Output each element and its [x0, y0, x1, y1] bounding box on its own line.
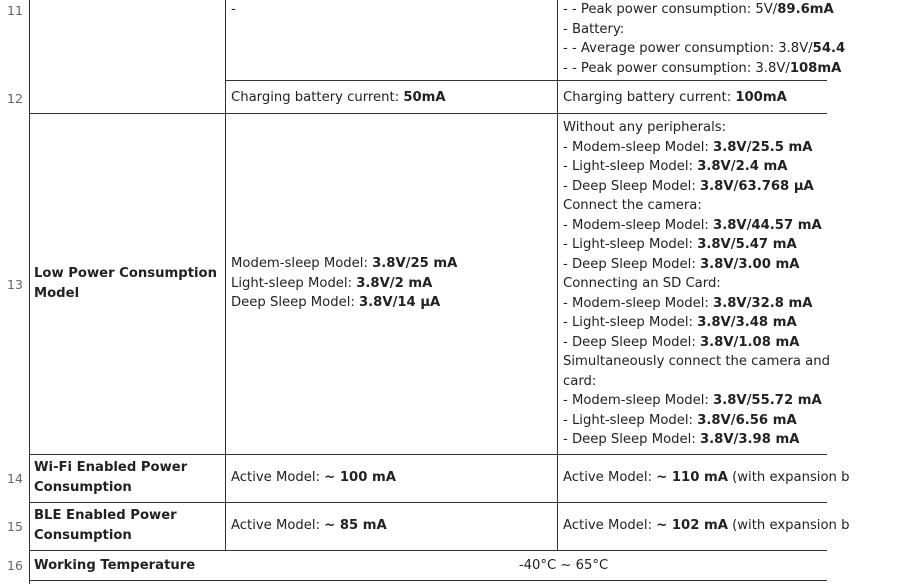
- cell-line: Light-sleep Model: 3.8V/2 mA: [231, 275, 433, 291]
- row-number: 15: [7, 519, 23, 534]
- row-divider: [29, 580, 827, 581]
- cell-line: - Battery:: [563, 21, 625, 37]
- row-label-wifi: Wi-Fi Enabled Power Consumption: [34, 460, 188, 495]
- cell-line: - - Average power consumption: 3.8V/54.4: [563, 41, 846, 56]
- row-divider: [29, 550, 827, 551]
- row-number: 14: [7, 471, 23, 486]
- cell-row13-col-a: [231, 254, 457, 313]
- cell-line: Connect the camera:: [563, 198, 702, 213]
- cell-line: - Light-sleep Model: 3.8V/6.56 mA: [563, 412, 797, 428]
- cell-row15-col-b: Active Model: ~ 102 mA (with expansion b: [563, 518, 850, 533]
- row-label-ble: BLE Enabled Power Consumption: [34, 508, 177, 543]
- cell-line: Modem-sleep Model: 3.8V/25 mA: [231, 256, 458, 271]
- row-number: 16: [7, 558, 23, 573]
- cell-row11-col-a: -: [231, 2, 236, 17]
- row-label-low-power: Low Power Consumption Model: [34, 266, 218, 301]
- cell-row11-col-b: [563, 0, 846, 78]
- row-number: 11: [7, 3, 23, 18]
- cell-row12-col-b: Charging battery current: 100mA: [563, 90, 787, 105]
- cell-line: - - Peak power consumption: 3.8V/108mA: [563, 60, 842, 76]
- row-divider: [29, 454, 827, 455]
- cell-line: - Modem-sleep Model: 3.8V/55.72 mA: [563, 393, 822, 408]
- cell-line: - Modem-sleep Model: 3.8V/44.57 mA: [563, 217, 822, 233]
- cell-line: - - Peak power consumption: 5V/89.6mA: [563, 2, 834, 17]
- cell-line: - Light-sleep Model: 3.8V/2.4 mA: [563, 159, 788, 174]
- row-number: 12: [7, 91, 23, 106]
- cell-row16-merged: -40°C ~ 65°C: [518, 558, 609, 573]
- cell-line: Simultaneously connect the camera and: [563, 354, 830, 369]
- cell-line: card:: [563, 373, 597, 389]
- cell-line: - Deep Sleep Model: 3.8V/3.00 mA: [563, 256, 800, 272]
- table-border-left: [29, 0, 30, 584]
- cell-row14-col-b: Active Model: ~ 110 mA (with expansion b: [563, 470, 850, 485]
- cell-line: Deep Sleep Model: 3.8V/14 μA: [231, 295, 441, 310]
- cell-row14-col-a: Active Model: ~ 100 mA: [231, 470, 396, 485]
- cell-line: - Light-sleep Model: 3.8V/5.47 mA: [563, 237, 797, 252]
- row-number: 13: [7, 277, 23, 292]
- row-label-temperature: Working Temperature: [34, 558, 196, 573]
- row-divider: [29, 502, 827, 503]
- row-divider: [225, 80, 827, 81]
- cell-line: - Light-sleep Model: 3.8V/3.48 mA: [563, 315, 797, 330]
- row-divider: [29, 113, 827, 114]
- cell-line: Connecting an SD Card:: [563, 276, 721, 291]
- cell-line: - Deep Sleep Model: 3.8V/3.98 mA: [563, 432, 800, 447]
- cell-line: - Deep Sleep Model: 3.8V/63.768 μA: [563, 178, 814, 194]
- cell-row13-col-b: [563, 118, 830, 450]
- column-divider-b: [557, 0, 558, 551]
- cell-row12-col-a: Charging battery current: 50mA: [231, 90, 446, 105]
- cell-line: Without any peripherals:: [563, 120, 727, 135]
- column-divider-a: [225, 0, 226, 551]
- cell-row15-col-a: Active Model: ~ 85 mA: [231, 518, 387, 533]
- cell-line: - Modem-sleep Model: 3.8V/25.5 mA: [563, 139, 813, 155]
- cell-line: - Modem-sleep Model: 3.8V/32.8 mA: [563, 295, 813, 311]
- cell-line: - Deep Sleep Model: 3.8V/1.08 mA: [563, 334, 800, 350]
